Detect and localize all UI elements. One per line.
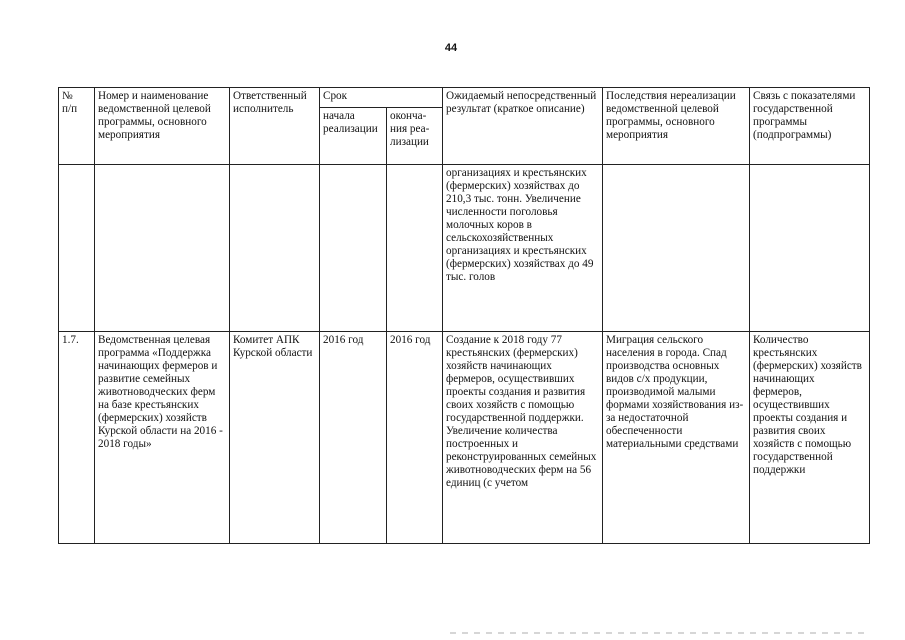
header-row [59,88,870,108]
cell-result: Создание к 2018 году 77 крестьянских (фермерских) хозяйств начинающих фермеров, осуществивших проекты создания и развития своих хозяйств с помощью государственной поддержки. Увеличение количества построенных и реконструированных семейных животноводческих ферм на 56 единиц (с учетом [443,332,603,544]
header-name: Номер и наименование ведомственной целевой программы, основного мероприятия [95,88,230,165]
cell-executor: Комитет АПК Курской области [230,332,320,544]
header-executor: Ответственный исполнитель [230,88,320,165]
header-term-end: оконча-ния реа-лизации [387,108,443,165]
scan-artifact [450,632,870,634]
program-table [58,87,870,544]
cell-name [95,165,230,332]
header-term: Срок [320,88,443,108]
table-row [59,165,870,332]
cell-consequences: Миграция сельского населения в города. Спад производства основных видов с/х продукции, производимой малыми формами хозяйствования из-за недостаточной обеспеченности материальными средствами [603,332,750,544]
cell-consequences [603,165,750,332]
cell-executor [230,165,320,332]
header-result: Ожидаемый непосредственный результат (краткое описание) [443,88,603,165]
table-row [59,332,870,544]
cell-num [59,165,95,332]
cell-num: 1.7. [59,332,95,544]
cell-link [750,165,870,332]
cell-link: Количество крестьянских (фермерских) хозяйств начинающих фермеров, осуществивших проекты создания и развития своих хозяйств с помощью государственной поддержки [750,332,870,544]
cell-end [387,165,443,332]
header-link: Связь с показателями государственной программы (подпрограммы) [750,88,870,165]
cell-name: Ведомственная целевая программа «Поддержка начинающих фермеров и развитие семейных животноводческих ферм на базе крестьянских (фермерских) хозяйств Курской области на 2016 - 2018 годы» [95,332,230,544]
cell-result: организациях и крестьянских (фермерских) хозяйствах до 210,3 тыс. тонн. Увеличение численности поголовья молочных коров в сельскохозяйственных организациях и крестьянских (фермерских) хозяйствах до 49 тыс. голов [443,165,603,332]
page-number: 44 [444,42,458,54]
header-term-start: начала реализации [320,108,387,165]
cell-end: 2016 год [387,332,443,544]
cell-start: 2016 год [320,332,387,544]
header-consequences: Последствия нереализации ведомственной целевой программы, основного мероприятия [603,88,750,165]
header-num: № п/п [59,88,95,165]
cell-start [320,165,387,332]
